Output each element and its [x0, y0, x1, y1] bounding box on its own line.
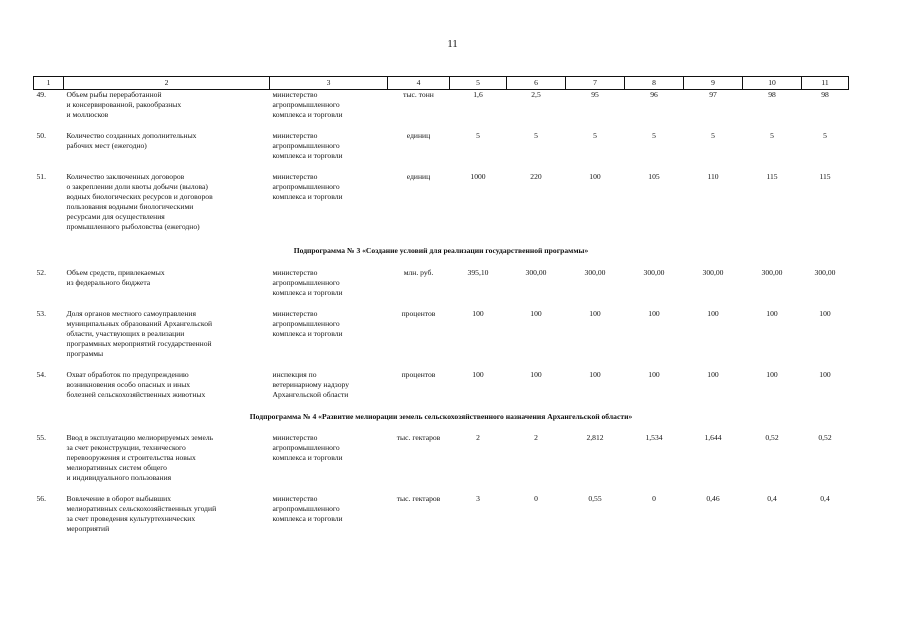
- value-cell: 115: [766, 172, 778, 181]
- value-cell: 100: [589, 309, 601, 318]
- value-cell: 0,46: [706, 494, 720, 503]
- unit: тыс. тонн: [403, 90, 434, 99]
- row-spacer-cell: [34, 422, 849, 433]
- value-cell: 0,52: [765, 433, 779, 442]
- row-spacer: [34, 359, 849, 370]
- value-cell: 96: [650, 90, 658, 99]
- value-cell: 100: [648, 370, 660, 379]
- row-spacer-cell: [34, 120, 849, 131]
- row-spacer-cell: [34, 359, 849, 370]
- table-body: [34, 90, 849, 535]
- value-cell: 5: [711, 131, 715, 140]
- responsible-body: министерство агропромышленного комплекса и торговли: [272, 90, 343, 119]
- value-cell: 0: [534, 494, 538, 503]
- value-cell: 100: [707, 309, 719, 318]
- value-cell: 100: [472, 370, 484, 379]
- unit: процентов: [401, 370, 436, 379]
- value-cell: 105: [648, 172, 660, 181]
- value-cell: 2: [534, 433, 538, 442]
- value-cell: 0,55: [588, 494, 602, 503]
- indicator-name: Охват обработок по предупреждению возникновения особо опасных и иных болезней сельскохозяйственных животных: [66, 370, 206, 399]
- page-number: 11: [447, 38, 458, 50]
- value-cell: 100: [766, 370, 778, 379]
- row-number: 55.: [36, 433, 46, 442]
- value-cell: 100: [589, 370, 601, 379]
- value-cell: 100: [530, 309, 542, 318]
- value-cell: 300,00: [643, 268, 665, 277]
- value-cell: 1000: [470, 172, 486, 181]
- indicator-name: Объем рыбы переработанной и консервированной, ракообразных и моллюсков: [66, 90, 182, 119]
- value-cell: 2: [476, 433, 480, 442]
- responsible-body: министерство агропромышленного комплекса и торговли: [272, 268, 343, 297]
- value-cell: 5: [652, 131, 656, 140]
- row-number: 49.: [36, 90, 46, 99]
- value-cell: 300,00: [702, 268, 724, 277]
- column-header: 8: [625, 77, 684, 90]
- unit: единиц: [406, 131, 431, 140]
- value-cell: 2,5: [531, 90, 541, 99]
- indicator-name: Доля органов местного самоуправления муниципальных образований Архангельской области, участвующих в реализации программных мероприятий государственной программы: [66, 309, 213, 358]
- row-number: 54.: [36, 370, 46, 379]
- unit: млн. руб.: [403, 268, 434, 277]
- table-row: [34, 90, 849, 121]
- indicators-table: [33, 76, 849, 534]
- value-cell: 220: [530, 172, 542, 181]
- row-spacer: [34, 422, 849, 433]
- unit: процентов: [401, 309, 436, 318]
- responsible-body: министерство агропромышленного комплекса и торговли: [272, 172, 343, 201]
- row-spacer: [34, 256, 849, 268]
- row-spacer-cell: [34, 256, 849, 268]
- value-cell: 5: [476, 131, 480, 140]
- value-cell: 95: [591, 90, 599, 99]
- row-number: 51.: [36, 172, 46, 181]
- value-cell: 100: [530, 370, 542, 379]
- value-cell: 98: [821, 90, 829, 99]
- column-header: 7: [566, 77, 625, 90]
- value-cell: 115: [819, 172, 831, 181]
- column-header: 6: [507, 77, 566, 90]
- unit: тыс. гектаров: [396, 494, 441, 503]
- table-row: [34, 370, 849, 400]
- value-cell: 100: [819, 370, 831, 379]
- column-header: 1: [34, 77, 64, 90]
- value-cell: 5: [534, 131, 538, 140]
- column-header: 3: [270, 77, 388, 90]
- indicator-name: Ввод в эксплуатацию мелиорируемых земель за счет реконструкции, технического перевооружения и строительства новых мелиоративных систем общего и индивидуального пользования: [66, 433, 214, 482]
- row-spacer: [34, 400, 849, 412]
- value-cell: 0: [652, 494, 656, 503]
- value-cell: 97: [709, 90, 717, 99]
- column-header: 4: [388, 77, 450, 90]
- value-cell: 100: [472, 309, 484, 318]
- row-number: 52.: [36, 268, 46, 277]
- table-row: [34, 309, 849, 359]
- responsible-body: инспекция по ветеринарному надзору Архангельской области: [272, 370, 350, 399]
- row-spacer-cell: [34, 161, 849, 172]
- value-cell: 0,4: [767, 494, 777, 503]
- value-cell: 98: [768, 90, 776, 99]
- value-cell: 300,00: [814, 268, 836, 277]
- subprogram-heading-row: [34, 246, 849, 256]
- row-spacer: [34, 298, 849, 309]
- subprogram-heading: Подпрограмма № 3 «Создание условий для реализации государственной программы»: [293, 246, 589, 255]
- value-cell: 0,4: [820, 494, 830, 503]
- value-cell: 100: [819, 309, 831, 318]
- value-cell: 100: [648, 309, 660, 318]
- row-spacer-cell: [34, 400, 849, 412]
- responsible-body: министерство агропромышленного комплекса и торговли: [272, 131, 343, 160]
- row-spacer-cell: [34, 232, 849, 246]
- subprogram-heading-row: [34, 412, 849, 422]
- row-spacer: [34, 161, 849, 172]
- indicator-name: Вовлечение в оборот выбывших мелиоративных сельскохозяйственных угодий за счет проведения культуртехнических мероприятий: [66, 494, 217, 533]
- table-row: [34, 131, 849, 161]
- row-spacer: [34, 483, 849, 494]
- value-cell: 395,10: [467, 268, 489, 277]
- responsible-body: министерство агропромышленного комплекса и торговли: [272, 494, 343, 523]
- value-cell: 5: [823, 131, 827, 140]
- value-cell: 300,00: [525, 268, 547, 277]
- value-cell: 1,534: [645, 433, 663, 442]
- unit: тыс. гектаров: [396, 433, 441, 442]
- row-spacer: [34, 232, 849, 246]
- value-cell: 3: [476, 494, 480, 503]
- indicator-name: Количество созданных дополнительных рабочих мест (ежегодно): [66, 131, 197, 150]
- value-cell: 110: [707, 172, 719, 181]
- row-number: 56.: [36, 494, 46, 503]
- value-cell: 5: [593, 131, 597, 140]
- responsible-body: министерство агропромышленного комплекса и торговли: [272, 433, 343, 462]
- subprogram-heading: Подпрограмма № 4 «Развитие мелиорации земель сельскохозяйственного назначения Архангельской области»: [249, 412, 633, 421]
- value-cell: 5: [770, 131, 774, 140]
- column-header: 10: [743, 77, 802, 90]
- value-cell: 2,812: [586, 433, 604, 442]
- value-cell: 300,00: [584, 268, 606, 277]
- header-row: [34, 77, 849, 90]
- table-row: [34, 172, 849, 232]
- row-spacer-cell: [34, 483, 849, 494]
- column-header: 11: [802, 77, 849, 90]
- indicator-name: Количество заключенных договоров о закреплении доли квоты добычи (вылова) водных биологических ресурсов и договоров пользования водными биологическими ресурсами для осуществления промышленного рыболовства (ежегодно): [66, 172, 213, 231]
- column-header: 2: [64, 77, 270, 90]
- unit: единиц: [406, 172, 431, 181]
- value-cell: 100: [589, 172, 601, 181]
- column-header: 5: [450, 77, 507, 90]
- row-spacer-cell: [34, 298, 849, 309]
- value-cell: 1,644: [704, 433, 722, 442]
- responsible-body: министерство агропромышленного комплекса и торговли: [272, 309, 343, 338]
- value-cell: 100: [766, 309, 778, 318]
- table-row: [34, 494, 849, 534]
- value-cell: 1,6: [473, 90, 483, 99]
- value-cell: 100: [707, 370, 719, 379]
- table-row: [34, 268, 849, 298]
- row-number: 50.: [36, 131, 46, 140]
- column-header: 9: [684, 77, 743, 90]
- indicator-name: Объем средств, привлекаемых из федерального бюджета: [66, 268, 165, 287]
- value-cell: 300,00: [761, 268, 783, 277]
- table-row: [34, 433, 849, 483]
- row-number: 53.: [36, 309, 46, 318]
- row-spacer: [34, 120, 849, 131]
- value-cell: 0,52: [818, 433, 832, 442]
